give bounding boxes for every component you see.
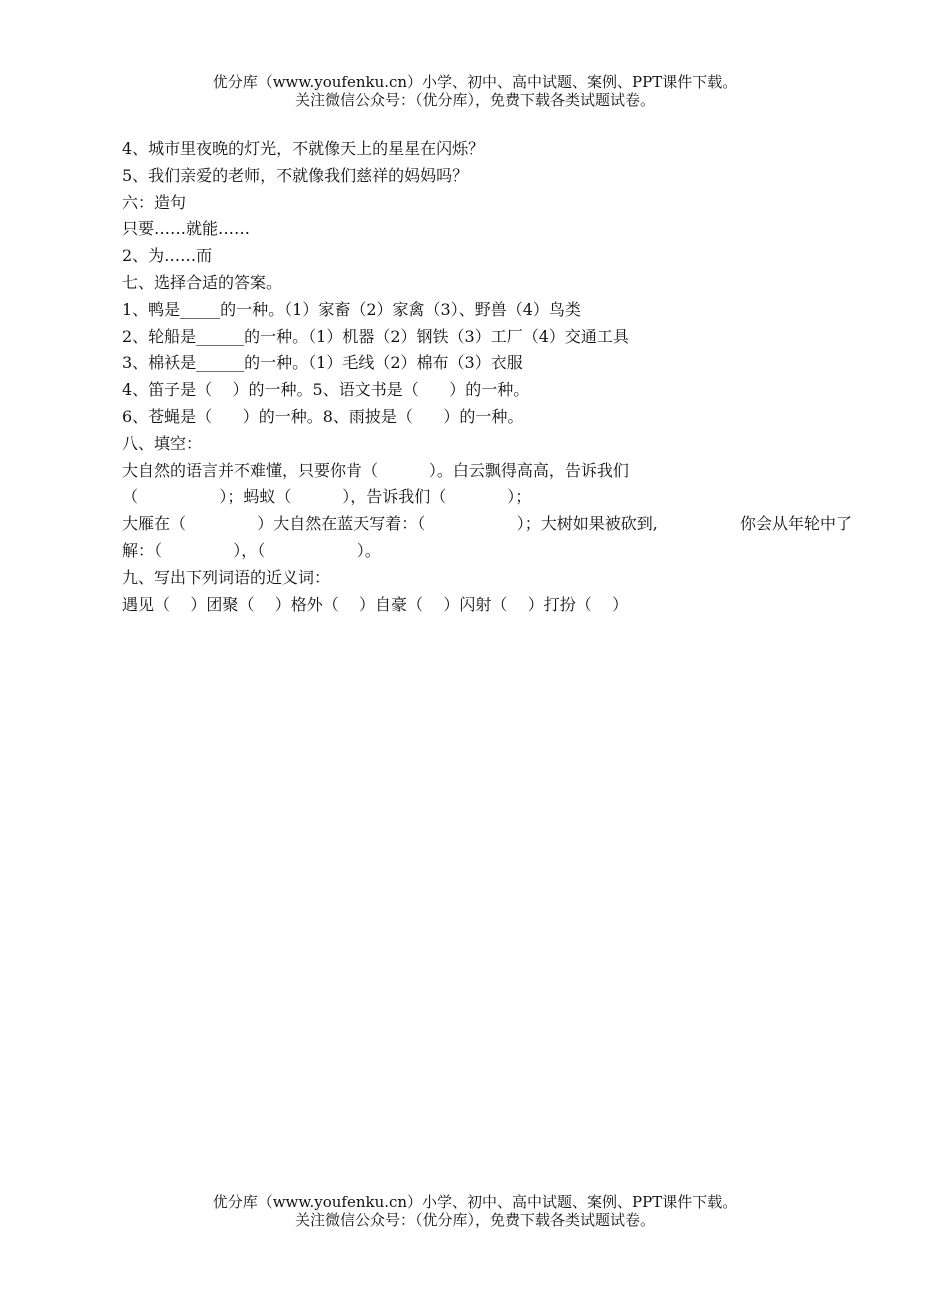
page-header — [0, 73, 950, 109]
question-line: 6、苍蝇是（ ）的一种。8、雨披是（ ）的一种。 — [122, 406, 524, 426]
header-line-1: 优分库（www.youfenku.cn）小学、初中、高中试题、案例、PPT课件下载。 — [212, 73, 738, 91]
question-line: 3、棉袄是______的一种。（1）毛线（2）棉布（3）衣服 — [122, 353, 523, 373]
section-heading: 八、填空： — [122, 433, 203, 453]
page-footer — [0, 1193, 950, 1229]
fill-in-line: 大自然的语言并不难懂，只要你肯（ ）。白云飘得高高，告诉我们 — [122, 460, 629, 480]
footer-line-2: 关注微信公众号：（优分库），免费下载各类试题试卷。 — [294, 1211, 655, 1229]
question-line: 4、城市里夜晚的灯光，不就像天上的星星在闪烁？ — [122, 139, 485, 158]
synonym-line: 遇见（ ）团聚（ ）格外（ ）自豪（ ）闪射（ ）打扮（ ） — [122, 594, 629, 614]
section-heading: 七、选择合适的答案。 — [122, 272, 283, 292]
fill-in-line — [122, 511, 852, 538]
footer-line-1: 优分库（www.youfenku.cn）小学、初中、高中试题、案例、PPT课件下载。 — [212, 1193, 738, 1211]
fill-in-line: （ ）；蚂蚁（ ），告诉我们（ ）； — [122, 487, 532, 507]
question-line: 只要……就能…… — [122, 219, 251, 239]
question-line: 2、轮船是______的一种。（1）机器（2）钢铁（3）工厂（4）交通工具 — [122, 326, 629, 346]
header-line-2: 关注微信公众号：（优分库），免费下载各类试题试卷。 — [294, 91, 655, 109]
fill-in-line: 解：（ ），（ ）。 — [122, 540, 381, 560]
question-line: 5、我们亲爱的老师，不就像我们慈祥的妈妈吗？ — [122, 165, 469, 185]
document-body — [122, 136, 852, 618]
question-line: 2、为……而 — [122, 246, 213, 266]
fill-in-line-right: 你会从年轮中了 — [739, 514, 852, 534]
question-line: 4、笛子是（ ）的一种。5、语文书是（ ）的一种。 — [122, 380, 530, 400]
section-heading: 六：造句 — [122, 192, 187, 212]
section-heading: 九、写出下列词语的近义词： — [122, 567, 331, 587]
question-line: 1、鸭是_____的一种。（1）家畜（2）家禽（3）、野兽（4）鸟类 — [122, 299, 581, 319]
fill-in-line-left: 大雁在（ ）大自然在蓝天写着：（ ）；大树如果被砍到, — [122, 514, 658, 534]
